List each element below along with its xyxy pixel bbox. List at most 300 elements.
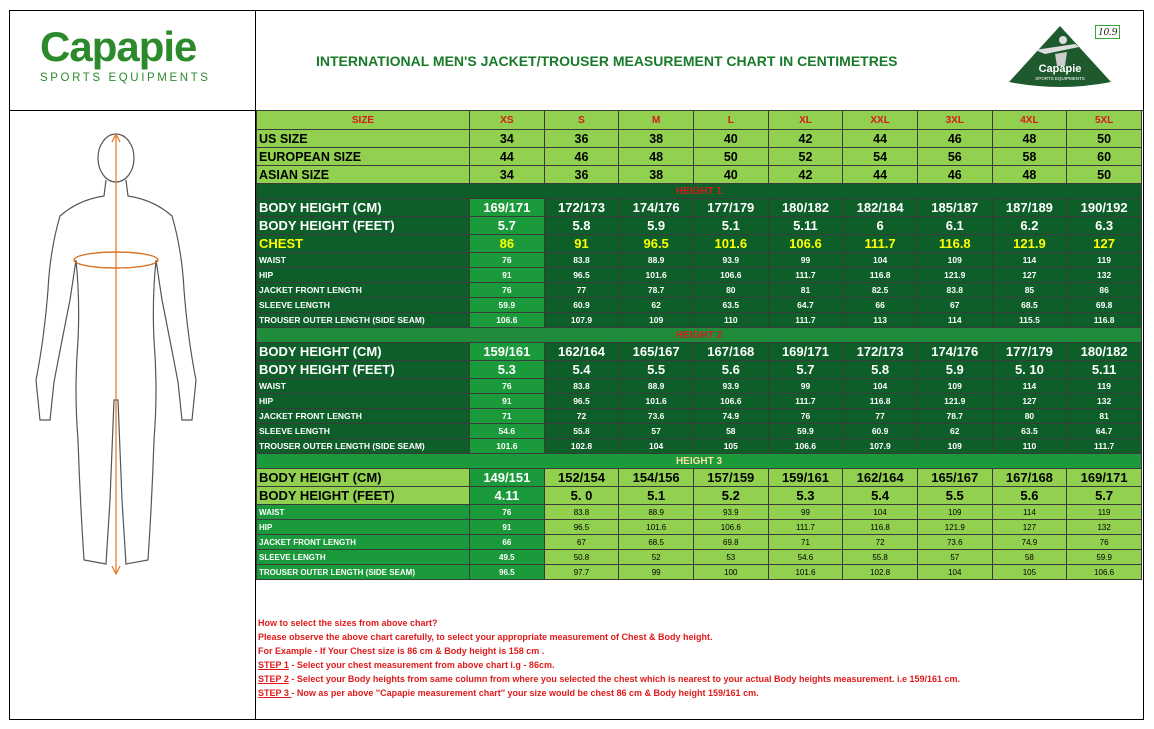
instruction-question: How to select the sizes from above chart? — [258, 618, 438, 628]
table-cell: 5.1 — [619, 487, 694, 505]
table-cell: 187/189 — [992, 199, 1067, 217]
table-cell: 66 — [843, 298, 918, 313]
table-cell: 110 — [693, 313, 768, 328]
table-cell: 48 — [619, 148, 694, 166]
table-cell: 111.7 — [768, 394, 843, 409]
table-cell: 91 — [470, 394, 545, 409]
table-cell: 52 — [768, 148, 843, 166]
table-cell: 71 — [768, 535, 843, 550]
table-cell: 114 — [992, 253, 1067, 268]
table-cell: 104 — [917, 565, 992, 580]
table-cell: 77 — [843, 409, 918, 424]
table-cell: 121.9 — [917, 520, 992, 535]
table-cell: 36 — [544, 166, 619, 184]
table-row — [257, 394, 1142, 409]
table-cell: 101.6 — [619, 520, 694, 535]
table-cell: 169/171 — [768, 343, 843, 361]
table-cell: 60.9 — [843, 424, 918, 439]
table-cell: 6.1 — [917, 217, 992, 235]
table-cell: 93.9 — [693, 379, 768, 394]
table-cell: 78.7 — [917, 409, 992, 424]
table-row — [257, 550, 1142, 565]
table-cell: 58 — [992, 148, 1067, 166]
table-cell: 114 — [917, 313, 992, 328]
table-cell: 66 — [470, 535, 545, 550]
table-cell: 59.9 — [768, 424, 843, 439]
table-cell: 93.9 — [693, 505, 768, 520]
table-cell: 5. 0 — [544, 487, 619, 505]
row-label: CHEST — [257, 235, 470, 253]
table-cell: 99 — [619, 565, 694, 580]
table-cell: 5.8 — [843, 361, 918, 379]
table-cell: 121.9 — [917, 394, 992, 409]
table-cell: 5.8 — [544, 217, 619, 235]
size-header-cell: S — [544, 111, 619, 130]
table-row — [257, 283, 1142, 298]
table-cell: 77 — [544, 283, 619, 298]
table-cell: 102.8 — [544, 439, 619, 454]
table-cell: 104 — [619, 439, 694, 454]
table-cell: 106.6 — [693, 268, 768, 283]
table-cell: 6.2 — [992, 217, 1067, 235]
table-cell: 36 — [544, 130, 619, 148]
row-label: WAIST — [257, 253, 470, 268]
section-title: HEIGHT 1 — [257, 184, 1142, 199]
table-cell: 46 — [917, 130, 992, 148]
row-label: BODY HEIGHT (CM) — [257, 469, 470, 487]
table-cell: 42 — [768, 130, 843, 148]
table-cell: 5.3 — [768, 487, 843, 505]
table-cell: 76 — [768, 409, 843, 424]
row-label: JACKET FRONT LENGTH — [257, 409, 470, 424]
table-cell: 102.8 — [843, 565, 918, 580]
table-cell: 5.11 — [768, 217, 843, 235]
table-cell: 106.6 — [768, 235, 843, 253]
table-cell: 107.9 — [843, 439, 918, 454]
row-label: BODY HEIGHT (FEET) — [257, 217, 470, 235]
table-cell: 48 — [992, 130, 1067, 148]
table-cell: 99 — [768, 505, 843, 520]
row-label: SLEEVE LENGTH — [257, 550, 470, 565]
table-cell: 174/176 — [917, 343, 992, 361]
table-cell: 109 — [917, 253, 992, 268]
table-cell: 111.7 — [768, 268, 843, 283]
table-cell: 127 — [1067, 235, 1142, 253]
instructions — [258, 616, 960, 700]
row-label: SLEEVE LENGTH — [257, 298, 470, 313]
badge-number: 10.9 — [1095, 25, 1120, 39]
size-header-cell: XXL — [843, 111, 918, 130]
badge-brand: Capapie — [1038, 63, 1082, 75]
table-cell: 101.6 — [768, 565, 843, 580]
table-row — [257, 469, 1142, 487]
table-cell: 132 — [1067, 394, 1142, 409]
table-cell: 91 — [544, 235, 619, 253]
table-cell: 149/151 — [470, 469, 545, 487]
table-cell: 44 — [470, 148, 545, 166]
table-cell: 180/182 — [768, 199, 843, 217]
table-cell: 67 — [917, 298, 992, 313]
size-header-cell: 3XL — [917, 111, 992, 130]
instruction-step-3: STEP 3 - Now as per above ''Capapie measurement chart'' your size would be chest 86 cm & Body height 159/161 cm. — [258, 688, 759, 698]
table-cell: 177/179 — [992, 343, 1067, 361]
table-cell: 106.6 — [470, 313, 545, 328]
table-row — [257, 148, 1142, 166]
table-cell: 83.8 — [917, 283, 992, 298]
size-header-cell: XS — [470, 111, 545, 130]
table-cell: 73.6 — [917, 535, 992, 550]
table-cell: 82.5 — [843, 283, 918, 298]
table-row — [257, 379, 1142, 394]
table-cell: 169/171 — [470, 199, 545, 217]
table-cell: 67 — [544, 535, 619, 550]
section-header-row — [257, 328, 1142, 343]
table-cell: 54 — [843, 148, 918, 166]
table-cell: 162/164 — [843, 469, 918, 487]
table-cell: 115.5 — [992, 313, 1067, 328]
table-cell: 80 — [992, 409, 1067, 424]
table-cell: 119 — [1067, 505, 1142, 520]
table-cell: 59.9 — [470, 298, 545, 313]
table-cell: 34 — [470, 166, 545, 184]
row-label: HIP — [257, 394, 470, 409]
table-cell: 106.6 — [1067, 565, 1142, 580]
table-cell: 57 — [917, 550, 992, 565]
table-cell: 116.8 — [843, 394, 918, 409]
table-cell: 54.6 — [470, 424, 545, 439]
table-cell: 72 — [843, 535, 918, 550]
row-label: BODY HEIGHT (CM) — [257, 199, 470, 217]
table-cell: 50.8 — [544, 550, 619, 565]
table-row — [257, 343, 1142, 361]
size-header-cell: 5XL — [1067, 111, 1142, 130]
section-header-row — [257, 454, 1142, 469]
table-cell: 119 — [1067, 253, 1142, 268]
table-cell: 55.8 — [843, 550, 918, 565]
section-title: HEIGHT 3 — [257, 454, 1142, 469]
table-cell: 111.7 — [1067, 439, 1142, 454]
table-cell: 5.2 — [693, 487, 768, 505]
size-header-row — [257, 111, 1142, 130]
table-cell: 5.11 — [1067, 361, 1142, 379]
row-label: EUROPEAN SIZE — [257, 148, 470, 166]
table-cell: 110 — [992, 439, 1067, 454]
table-cell: 49.5 — [470, 550, 545, 565]
table-cell: 88.9 — [619, 379, 694, 394]
table-cell: 167/168 — [992, 469, 1067, 487]
table-cell: 159/161 — [768, 469, 843, 487]
table-cell: 107.9 — [544, 313, 619, 328]
table-cell: 159/161 — [470, 343, 545, 361]
table-cell: 88.9 — [619, 253, 694, 268]
table-cell: 101.6 — [619, 394, 694, 409]
table-cell: 5.4 — [843, 487, 918, 505]
table-cell: 109 — [917, 505, 992, 520]
table-cell: 109 — [917, 439, 992, 454]
instruction-example: For Example - If Your Chest size is 86 cm & Body height is 158 cm . — [258, 646, 545, 656]
table-cell: 127 — [992, 268, 1067, 283]
table-cell: 63.5 — [693, 298, 768, 313]
table-cell: 34 — [470, 130, 545, 148]
table-cell: 52 — [619, 550, 694, 565]
table-cell: 101.6 — [693, 235, 768, 253]
table-cell: 91 — [470, 520, 545, 535]
table-cell: 154/156 — [619, 469, 694, 487]
table-cell: 185/187 — [917, 199, 992, 217]
table-cell: 81 — [768, 283, 843, 298]
table-cell: 121.9 — [917, 268, 992, 283]
badge-tagline: SPORTS EQUIPMENTS — [1035, 76, 1085, 81]
table-cell: 97.7 — [544, 565, 619, 580]
table-cell: 71 — [470, 409, 545, 424]
table-cell: 101.6 — [470, 439, 545, 454]
table-cell: 5.7 — [1067, 487, 1142, 505]
table-cell: 96.5 — [544, 268, 619, 283]
table-row — [257, 130, 1142, 148]
table-row — [257, 313, 1142, 328]
table-cell: 114 — [992, 505, 1067, 520]
size-header-cell: L — [693, 111, 768, 130]
table-cell: 106.6 — [693, 394, 768, 409]
table-cell: 165/167 — [917, 469, 992, 487]
section-header-row — [257, 184, 1142, 199]
table-cell: 96.5 — [544, 520, 619, 535]
logo-tagline: SPORTS EQUIPMENTS — [40, 72, 211, 84]
table-cell: 109 — [917, 379, 992, 394]
table-cell: 104 — [843, 505, 918, 520]
table-cell: 5.5 — [619, 361, 694, 379]
instruction-step-2: STEP 2 - Select your Body heights from same column from where you selected the chest which is nearest to your actual Body heights measurement. i.e 159/161 cm. — [258, 674, 961, 684]
table-cell: 86 — [470, 235, 545, 253]
logo-name: Capapie — [40, 23, 197, 70]
table-cell: 4.11 — [470, 487, 545, 505]
table-cell: 152/154 — [544, 469, 619, 487]
row-label: BODY HEIGHT (CM) — [257, 343, 470, 361]
table-cell: 76 — [470, 283, 545, 298]
table-cell: 116.8 — [843, 520, 918, 535]
row-label: TROUSER OUTER LENGTH (SIDE SEAM) — [257, 565, 470, 580]
table-cell: 55.8 — [544, 424, 619, 439]
size-header-cell: SIZE — [257, 111, 470, 130]
table-cell: 63.5 — [992, 424, 1067, 439]
row-label: HIP — [257, 268, 470, 283]
table-cell: 83.8 — [544, 253, 619, 268]
table-cell: 60 — [1067, 148, 1142, 166]
table-cell: 106.6 — [693, 520, 768, 535]
table-cell: 40 — [693, 130, 768, 148]
table-cell: 132 — [1067, 268, 1142, 283]
row-label: TROUSER OUTER LENGTH (SIDE SEAM) — [257, 439, 470, 454]
table-cell: 76 — [470, 379, 545, 394]
table-row — [257, 268, 1142, 283]
table-cell: 62 — [917, 424, 992, 439]
table-cell: 132 — [1067, 520, 1142, 535]
row-label: JACKET FRONT LENGTH — [257, 283, 470, 298]
table-cell: 57 — [619, 424, 694, 439]
table-cell: 96.5 — [619, 235, 694, 253]
table-cell: 38 — [619, 166, 694, 184]
table-cell: 116.8 — [843, 268, 918, 283]
table-cell: 113 — [843, 313, 918, 328]
table-cell: 165/167 — [619, 343, 694, 361]
table-row — [257, 424, 1142, 439]
table-cell: 99 — [768, 379, 843, 394]
table-cell: 46 — [917, 166, 992, 184]
capapie-logo — [40, 24, 230, 84]
table-cell: 111.7 — [843, 235, 918, 253]
table-cell: 5.1 — [693, 217, 768, 235]
table-cell: 76 — [470, 253, 545, 268]
table-cell: 53 — [693, 550, 768, 565]
table-cell: 109 — [619, 313, 694, 328]
table-cell: 105 — [693, 439, 768, 454]
table-cell: 42 — [768, 166, 843, 184]
table-cell: 111.7 — [768, 520, 843, 535]
table-cell: 104 — [843, 253, 918, 268]
table-cell: 85 — [992, 283, 1067, 298]
table-cell: 5.7 — [768, 361, 843, 379]
table-cell: 56 — [917, 148, 992, 166]
table-cell: 58 — [992, 550, 1067, 565]
row-label: BODY HEIGHT (FEET) — [257, 361, 470, 379]
measurement-table — [256, 110, 1142, 580]
row-label: HIP — [257, 520, 470, 535]
table-cell: 116.8 — [917, 235, 992, 253]
table-row — [257, 535, 1142, 550]
table-cell: 6 — [843, 217, 918, 235]
table-cell: 96.5 — [544, 394, 619, 409]
row-label: TROUSER OUTER LENGTH (SIDE SEAM) — [257, 313, 470, 328]
table-cell: 54.6 — [768, 550, 843, 565]
table-row — [257, 235, 1142, 253]
table-row — [257, 565, 1142, 580]
table-cell: 50 — [1067, 166, 1142, 184]
table-cell: 40 — [693, 166, 768, 184]
section-title: HEIGHT 2 — [257, 328, 1142, 343]
table-row — [257, 487, 1142, 505]
table-cell: 99 — [768, 253, 843, 268]
table-cell: 83.8 — [544, 505, 619, 520]
table-cell: 101.6 — [619, 268, 694, 283]
table-cell: 91 — [470, 268, 545, 283]
table-cell: 93.9 — [693, 253, 768, 268]
table-row — [257, 439, 1142, 454]
table-cell: 44 — [843, 166, 918, 184]
table-row — [257, 199, 1142, 217]
table-cell: 76 — [1067, 535, 1142, 550]
table-cell: 5.6 — [693, 361, 768, 379]
table-cell: 74.9 — [992, 535, 1067, 550]
table-row — [257, 409, 1142, 424]
row-label: BODY HEIGHT (FEET) — [257, 487, 470, 505]
table-cell: 50 — [1067, 130, 1142, 148]
table-cell: 105 — [992, 565, 1067, 580]
table-cell: 119 — [1067, 379, 1142, 394]
table-cell: 190/192 — [1067, 199, 1142, 217]
instruction-step-1: STEP 1 - Select your chest measurement from above chart i.g - 86cm. — [258, 660, 555, 670]
table-cell: 64.7 — [1067, 424, 1142, 439]
table-cell: 72 — [544, 409, 619, 424]
table-cell: 44 — [843, 130, 918, 148]
table-cell: 50 — [693, 148, 768, 166]
row-label: ASIAN SIZE — [257, 166, 470, 184]
instruction-observe: Please observe the above chart carefully, to select your appropriate measurement of Chest & Body height. — [258, 632, 713, 642]
table-row — [257, 166, 1142, 184]
table-cell: 80 — [693, 283, 768, 298]
table-cell: 5.7 — [470, 217, 545, 235]
table-cell: 46 — [544, 148, 619, 166]
size-header-cell: XL — [768, 111, 843, 130]
table-cell: 174/176 — [619, 199, 694, 217]
human-figure-illustration — [18, 120, 246, 590]
table-cell: 78.7 — [619, 283, 694, 298]
table-cell: 5.9 — [917, 361, 992, 379]
table-cell: 116.8 — [1067, 313, 1142, 328]
table-cell: 5.3 — [470, 361, 545, 379]
table-cell: 76 — [470, 505, 545, 520]
table-cell: 64.7 — [768, 298, 843, 313]
table-cell: 81 — [1067, 409, 1142, 424]
table-row — [257, 217, 1142, 235]
size-header-cell: M — [619, 111, 694, 130]
table-cell: 121.9 — [992, 235, 1067, 253]
table-cell: 5.6 — [992, 487, 1067, 505]
table-cell: 114 — [992, 379, 1067, 394]
table-cell: 48 — [992, 166, 1067, 184]
row-label: US SIZE — [257, 130, 470, 148]
table-cell: 59.9 — [1067, 550, 1142, 565]
table-cell: 111.7 — [768, 313, 843, 328]
table-cell: 58 — [693, 424, 768, 439]
table-cell: 157/159 — [693, 469, 768, 487]
table-cell: 172/173 — [544, 199, 619, 217]
table-cell: 73.6 — [619, 409, 694, 424]
table-cell: 100 — [693, 565, 768, 580]
table-row — [257, 298, 1142, 313]
table-cell: 127 — [992, 520, 1067, 535]
table-cell: 106.6 — [768, 439, 843, 454]
table-cell: 86 — [1067, 283, 1142, 298]
table-cell: 182/184 — [843, 199, 918, 217]
table-cell: 62 — [619, 298, 694, 313]
table-cell: 5. 10 — [992, 361, 1067, 379]
table-cell: 96.5 — [470, 565, 545, 580]
table-cell: 6.3 — [1067, 217, 1142, 235]
table-cell: 167/168 — [693, 343, 768, 361]
table-cell: 60.9 — [544, 298, 619, 313]
row-label: WAIST — [257, 505, 470, 520]
row-label: SLEEVE LENGTH — [257, 424, 470, 439]
table-row — [257, 253, 1142, 268]
table-cell: 69.8 — [693, 535, 768, 550]
table-cell: 69.8 — [1067, 298, 1142, 313]
table-cell: 88.9 — [619, 505, 694, 520]
table-row — [257, 520, 1142, 535]
table-cell: 5.4 — [544, 361, 619, 379]
table-cell: 169/171 — [1067, 469, 1142, 487]
table-cell: 68.5 — [619, 535, 694, 550]
table-cell: 162/164 — [544, 343, 619, 361]
table-cell: 104 — [843, 379, 918, 394]
table-cell: 5.9 — [619, 217, 694, 235]
table-cell: 68.5 — [992, 298, 1067, 313]
table-cell: 172/173 — [843, 343, 918, 361]
table-cell: 5.5 — [917, 487, 992, 505]
table-cell: 83.8 — [544, 379, 619, 394]
table-cell: 74.9 — [693, 409, 768, 424]
table-cell: 127 — [992, 394, 1067, 409]
size-header-cell: 4XL — [992, 111, 1067, 130]
